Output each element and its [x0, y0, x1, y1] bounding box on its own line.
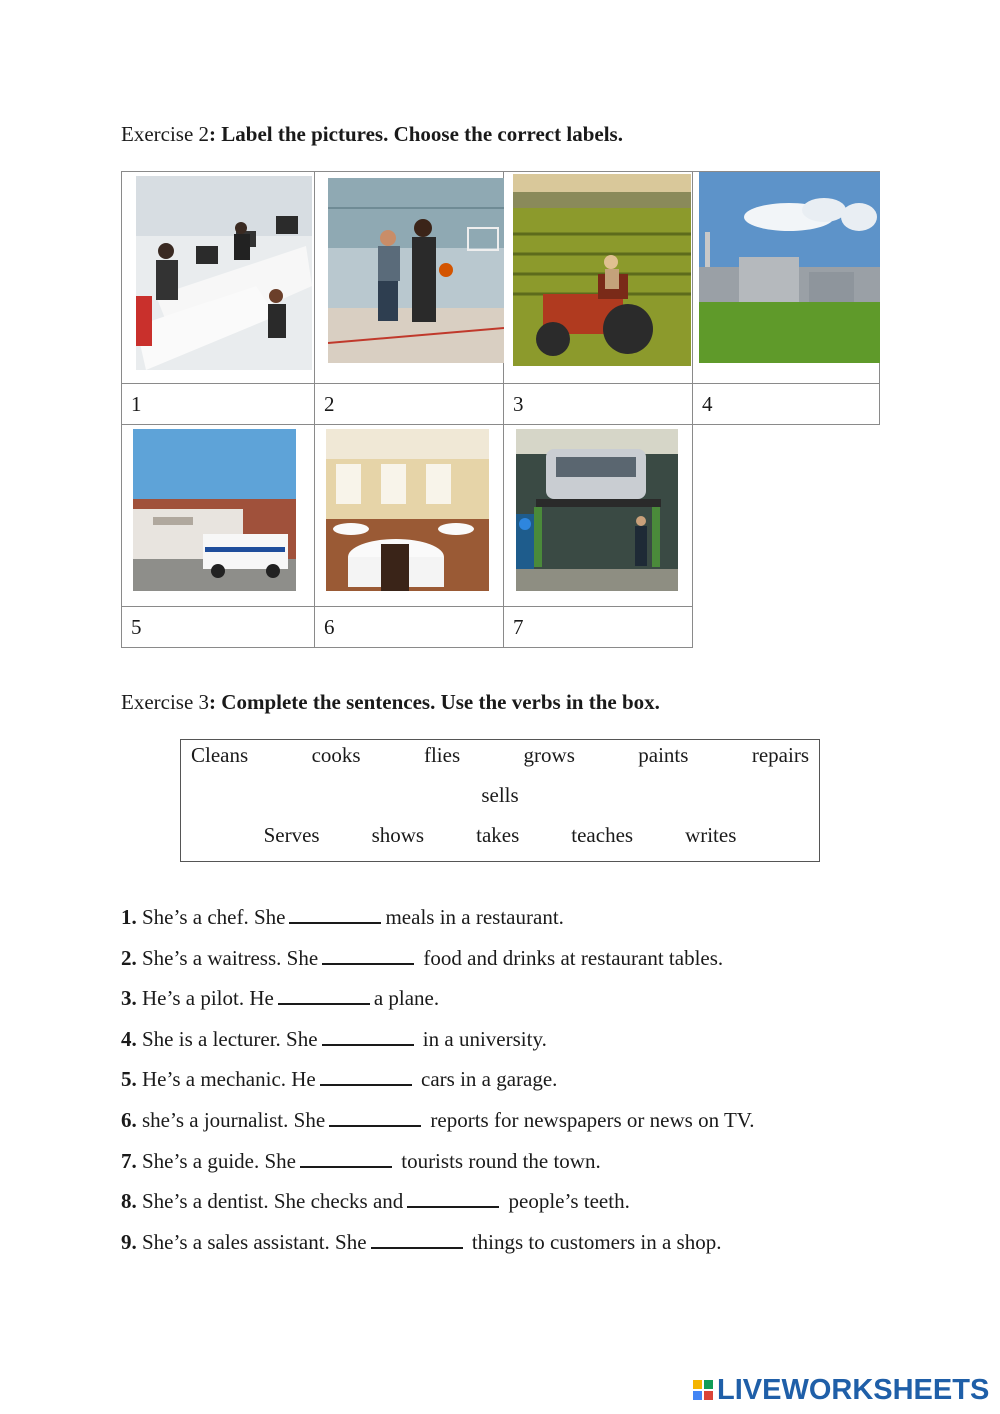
- sentence-text-before: she’s a journalist. She: [142, 1108, 326, 1132]
- factory-picture: [699, 172, 880, 363]
- picture-cell-5: [122, 425, 315, 607]
- sentence-text-after: reports for newspapers or news on TV.: [425, 1108, 755, 1132]
- sentence-number: 8.: [121, 1189, 137, 1213]
- exercise-2-heading: [121, 122, 623, 147]
- answer-blank[interactable]: [278, 985, 370, 1005]
- verb-word: cooks: [311, 743, 361, 767]
- verb-word: Serves: [263, 823, 320, 847]
- sentence-text-after: a plane.: [373, 986, 440, 1010]
- exercise-3-label: Exercise 3: [121, 690, 210, 714]
- farm-tractor-picture: [513, 174, 691, 366]
- sentence-number: 7.: [121, 1149, 137, 1173]
- sentence-2: [121, 945, 723, 971]
- picture-cell-3: [504, 172, 693, 384]
- verb-word: teaches: [571, 823, 634, 847]
- sentence-number: 9.: [121, 1230, 137, 1254]
- garage-mechanic-picture: [516, 429, 678, 591]
- verb-word: flies: [423, 743, 461, 767]
- restaurant-picture: [326, 429, 489, 591]
- sentence-text-before: He’s a pilot. He: [142, 986, 274, 1010]
- sentence-text-before: She’s a chef. She: [142, 905, 286, 929]
- sentence-number: 3.: [121, 986, 137, 1010]
- answer-blank[interactable]: [329, 1107, 421, 1127]
- sentence-text-after: in a university.: [417, 1027, 547, 1051]
- sentence-text-before: He’s a mechanic. He: [142, 1067, 316, 1091]
- verb-row-2: [191, 783, 809, 808]
- picture-cell-7: [504, 425, 693, 607]
- answer-blank[interactable]: [322, 1026, 414, 1046]
- sentence-8: [121, 1188, 630, 1214]
- sentence-number: 6.: [121, 1108, 137, 1132]
- exercise-2-instruction: : Label the pictures. Choose the correct labels.: [209, 122, 623, 146]
- logo-text: LIVEWORKSHEETS: [717, 1373, 990, 1406]
- picture-number-5: 5: [122, 607, 315, 648]
- picture-number-3: 3: [504, 384, 693, 425]
- verb-word: sells: [481, 783, 519, 807]
- sentence-number: 5.: [121, 1067, 137, 1091]
- verb-word: shows: [371, 823, 425, 847]
- picture-grid-row-2: [121, 424, 693, 648]
- sentence-1: [121, 904, 564, 930]
- answer-blank[interactable]: [322, 945, 414, 965]
- picture-number-4: 4: [693, 384, 880, 425]
- verb-box: [180, 739, 820, 862]
- verb-word: writes: [685, 823, 737, 847]
- basketball-picture: [328, 178, 504, 363]
- sentence-7: [121, 1148, 601, 1174]
- sentence-6: [121, 1107, 754, 1133]
- answer-blank[interactable]: [320, 1066, 412, 1086]
- office-picture: [136, 176, 312, 370]
- answer-blank[interactable]: [371, 1229, 463, 1249]
- answer-blank[interactable]: [289, 904, 381, 924]
- picture-number-6: 6: [315, 607, 504, 648]
- answer-blank[interactable]: [300, 1148, 392, 1168]
- verb-word: repairs: [751, 743, 809, 767]
- sentence-text-before: She’s a guide. She: [142, 1149, 296, 1173]
- picture-number-1: 1: [122, 384, 315, 425]
- verb-word: Cleans: [191, 743, 249, 767]
- verb-word: takes: [476, 823, 520, 847]
- picture-cell-1: [122, 172, 315, 384]
- liveworksheets-logo[interactable]: [692, 1373, 989, 1407]
- picture-cell-6: [315, 425, 504, 607]
- sentence-text-after: cars in a garage.: [415, 1067, 558, 1091]
- sentence-text-after: food and drinks at restaurant tables.: [418, 946, 724, 970]
- picture-number-2: 2: [315, 384, 504, 425]
- sentence-4: [121, 1026, 547, 1052]
- picture-number-7: 7: [504, 607, 693, 648]
- sentence-5: [121, 1066, 557, 1092]
- answer-blank[interactable]: [407, 1188, 499, 1208]
- sentence-number: 1.: [121, 905, 137, 929]
- verb-row-1: [191, 743, 809, 768]
- sentence-text-before: She’s a waitress. She: [142, 946, 319, 970]
- sentence-text-before: She’s a dentist. She checks and: [142, 1189, 404, 1213]
- sentence-text-before: She is a lecturer. She: [142, 1027, 318, 1051]
- exercise-3-instruction: : Complete the sentences. Use the verbs in the box.: [209, 690, 660, 714]
- verb-word: paints: [638, 743, 689, 767]
- hospital-ambulance-picture: [133, 429, 296, 591]
- exercise-3-heading: [121, 690, 660, 715]
- picture-cell-2: [315, 172, 504, 384]
- sentence-number: 2.: [121, 946, 137, 970]
- sentence-number: 4.: [121, 1027, 137, 1051]
- sentence-text-after: people’s teeth.: [503, 1189, 630, 1213]
- sentence-text-before: She’s a sales assistant. She: [142, 1230, 367, 1254]
- sentence-text-after: tourists round the town.: [395, 1149, 601, 1173]
- verb-row-3: [191, 823, 809, 848]
- sentence-9: [121, 1229, 721, 1255]
- sentence-text-after: meals in a restaurant.: [385, 905, 564, 929]
- logo-icon: [692, 1379, 714, 1401]
- picture-cell-4: [693, 172, 880, 384]
- picture-grid-row-1: [121, 171, 880, 425]
- sentence-text-after: things to customers in a shop.: [466, 1230, 722, 1254]
- verb-word: grows: [523, 743, 575, 767]
- exercise-2-label: Exercise 2: [121, 122, 210, 146]
- sentence-3: [121, 985, 439, 1011]
